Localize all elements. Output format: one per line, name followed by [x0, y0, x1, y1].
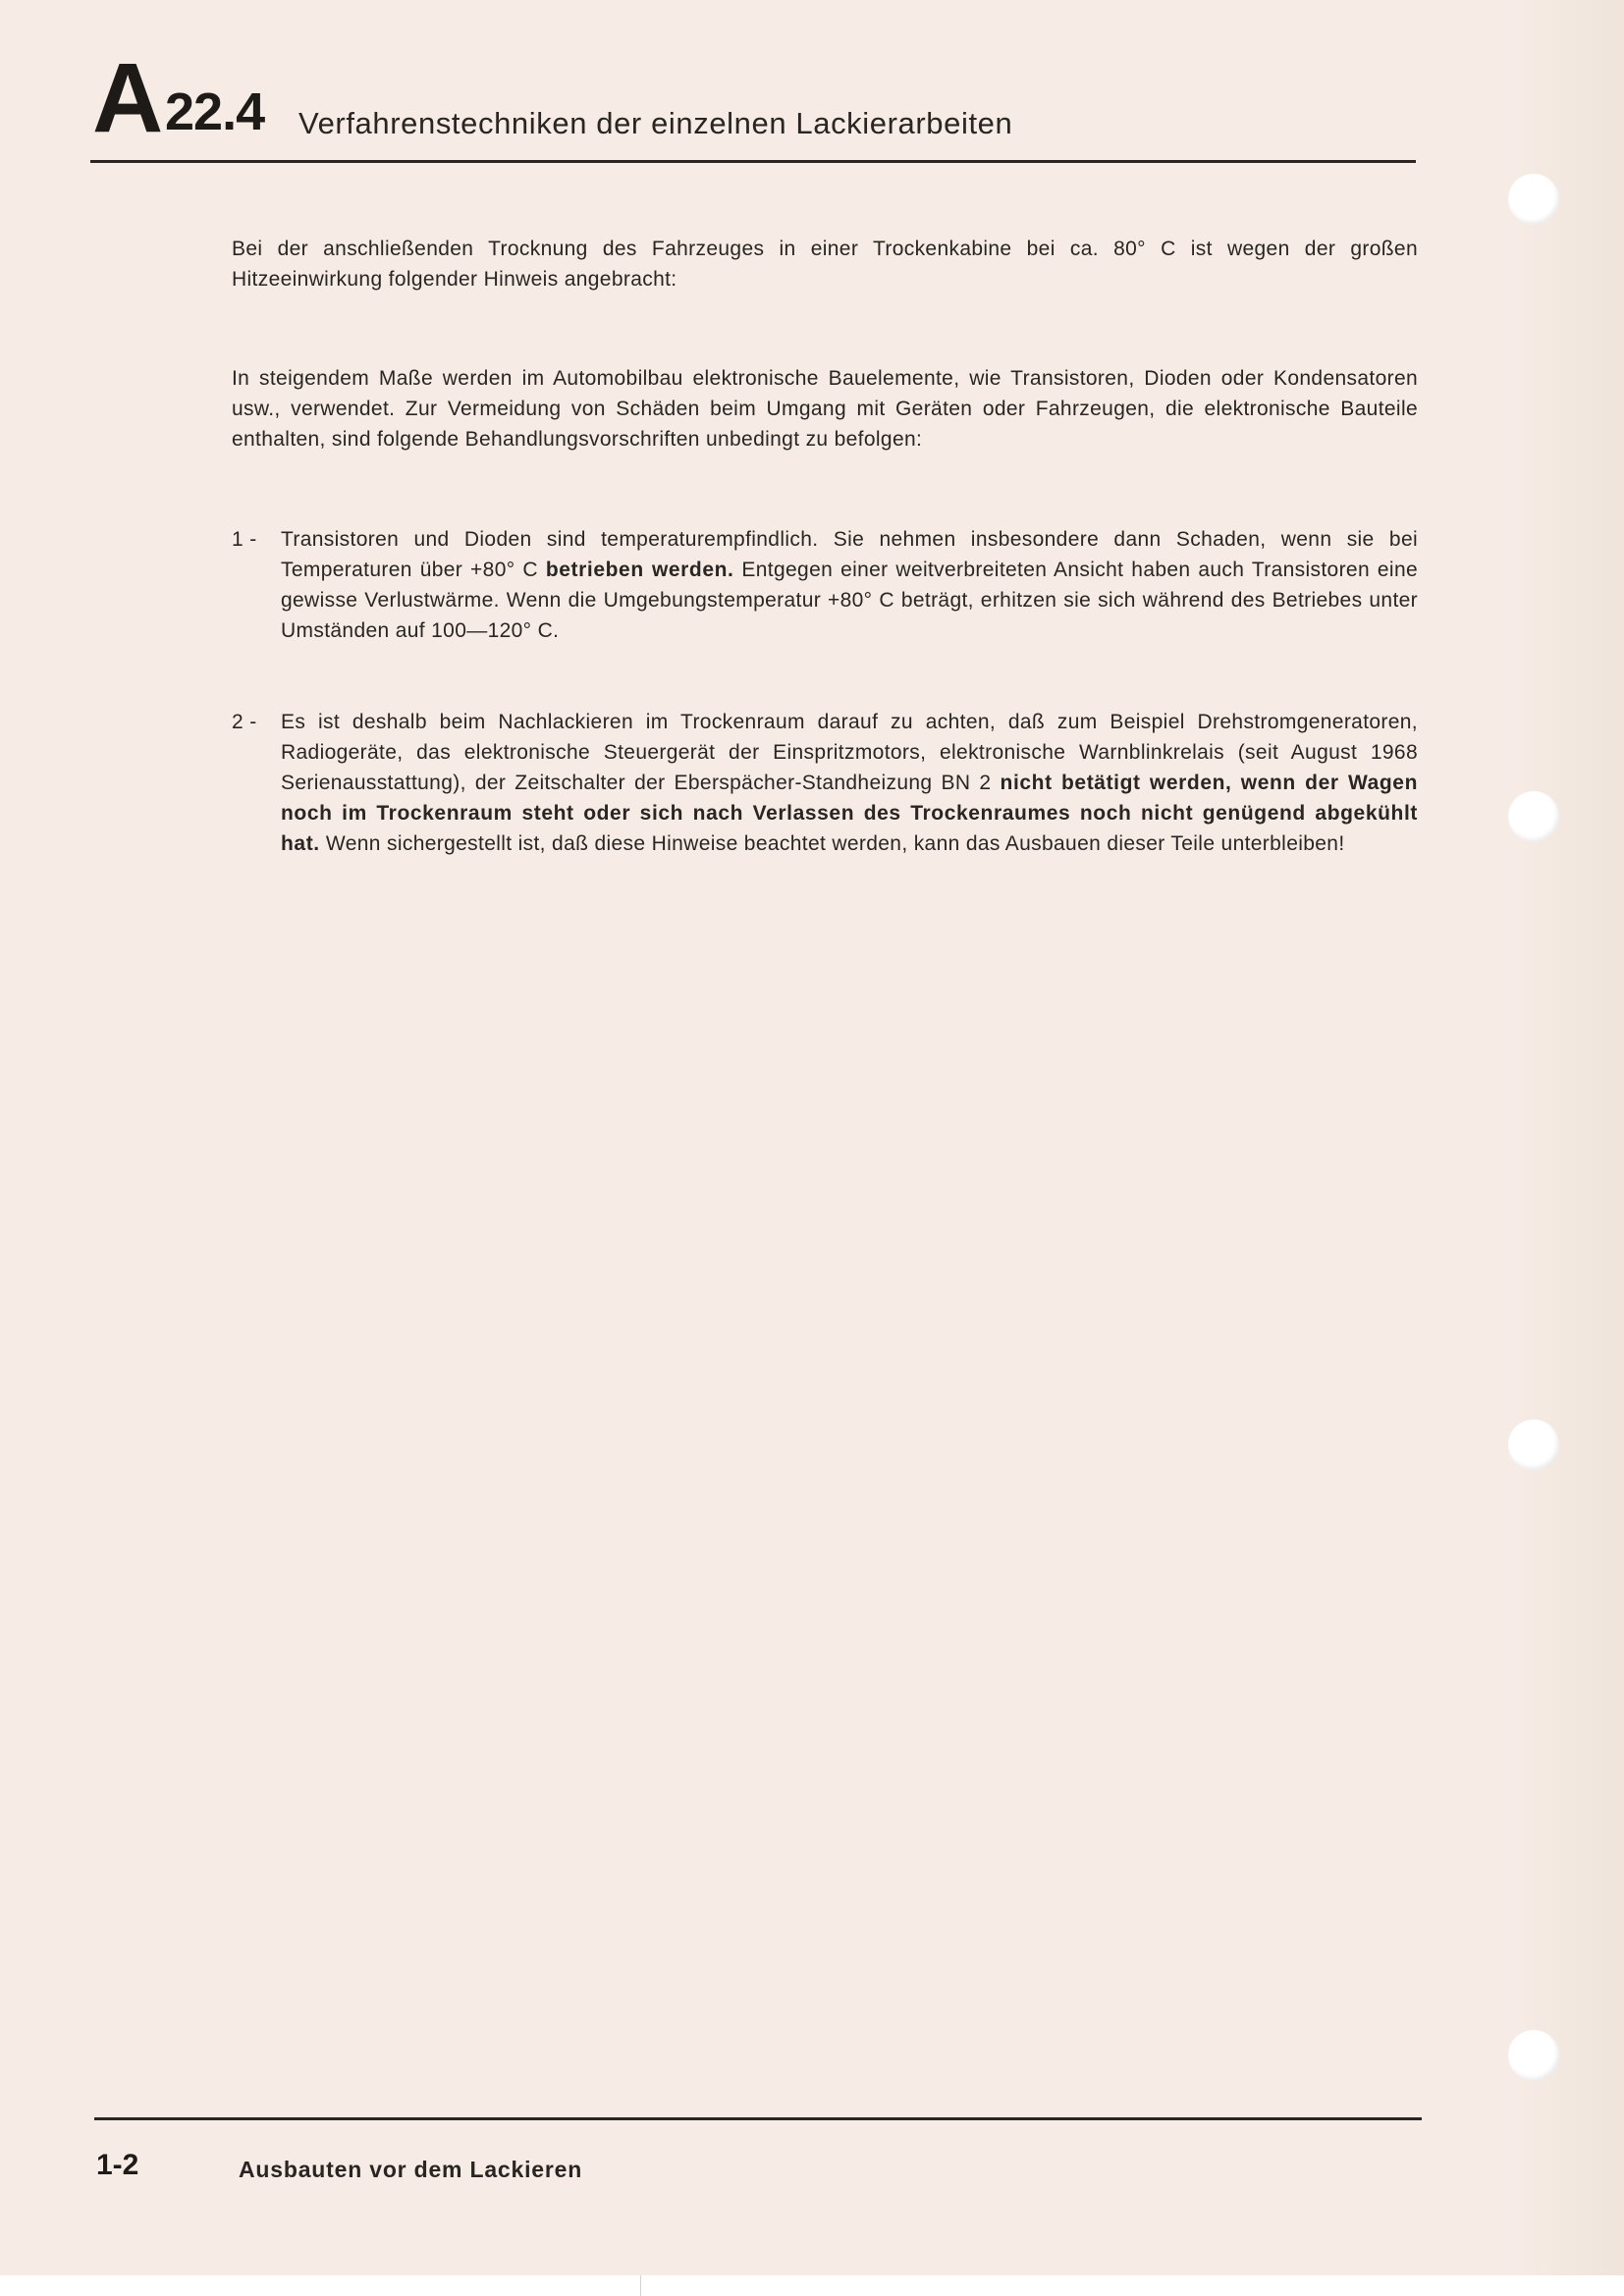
list-item-text-part: Transistoren und Dioden sind temperaturempfindlich. Sie nehmen insbesondere dann Schaden, wenn sie bei Temperaturen über +80° C: [281, 528, 1418, 581]
section-title: Verfahrenstechniken der einzelnen Lackierarbeiten: [298, 106, 1013, 140]
intro-paragraph: Bei der anschließenden Trocknung des Fahrzeuges in einer Trockenkabine bei ca. 80° C ist wegen der großen Hitzeeinwirkung folgender Hinweis angebracht:: [232, 238, 1418, 291]
list-item-text-part: Wenn sichergestellt ist, daß diese Hinweise beachtet werden, kann das Ausbauen dieser Teile unterbleiben!: [319, 832, 1345, 855]
section-letter: A: [92, 43, 160, 153]
page-edge-shading: [1516, 0, 1624, 2296]
scan-fold-line: [640, 2275, 641, 2296]
list-item-number: 1 -: [232, 528, 257, 551]
context-paragraph: In steigendem Maße werden im Automobilbau elektronische Bauelemente, wie Transistoren, Dioden oder Kondensatoren usw., verwendet. Zur Vermeidung von Schäden beim Umgang mit Geräten oder Fahrzeugen, die elektronische Bauteile enthalten, sind folgende Behandlungsvorschriften unbedingt zu befolgen:: [232, 367, 1418, 451]
list-item-emphasis: betrieben werden.: [545, 559, 734, 581]
punch-hole: [1508, 1419, 1559, 1470]
list-item-text-part: Entgegen einer weitverbreiteten Ansicht haben auch Transistoren eine gewisse Verlustwärme. Wenn die Umgebungstemperatur +80° C beträgt, erhitzen sie sich während des Betriebes unter Umständen auf 100—120° C.: [281, 559, 1418, 642]
list-item: [232, 524, 1418, 646]
punch-hole: [1508, 174, 1559, 225]
list-item-text: [281, 707, 1418, 859]
scan-bottom-margin: [0, 2275, 1624, 2296]
list-item: [232, 707, 1418, 859]
punch-hole: [1508, 791, 1559, 842]
footer-rule: [94, 2117, 1422, 2120]
section-number: 22.4: [165, 82, 265, 141]
list-item-emphasis: nicht betätigt werden, wenn der Wagen noch im Trockenraum steht oder sich nach Verlassen des Trockenraumes noch nicht genügend abgekühlt hat.: [281, 772, 1418, 855]
list-item-text-part: Es ist deshalb beim Nachlackieren im Trockenraum darauf zu achten, daß zum Beispiel Drehstromgeneratoren, Radiogeräte, das elektronische Steuergerät der Einspritzmotors, elektronische Warnblinkrelais (seit August 1968 Serienausstattung), der Zeitschalter der Eberspächer-Standheizung BN 2: [281, 711, 1418, 794]
punch-hole: [1508, 2030, 1559, 2081]
list-item-number: 2 -: [232, 711, 257, 733]
page-number: 1-2: [96, 2149, 139, 2181]
chapter-title: Ausbauten vor dem Lackieren: [239, 2157, 583, 2182]
list-item-text: [281, 524, 1418, 646]
page-header: [92, 43, 1418, 153]
header-rule: [90, 160, 1416, 163]
